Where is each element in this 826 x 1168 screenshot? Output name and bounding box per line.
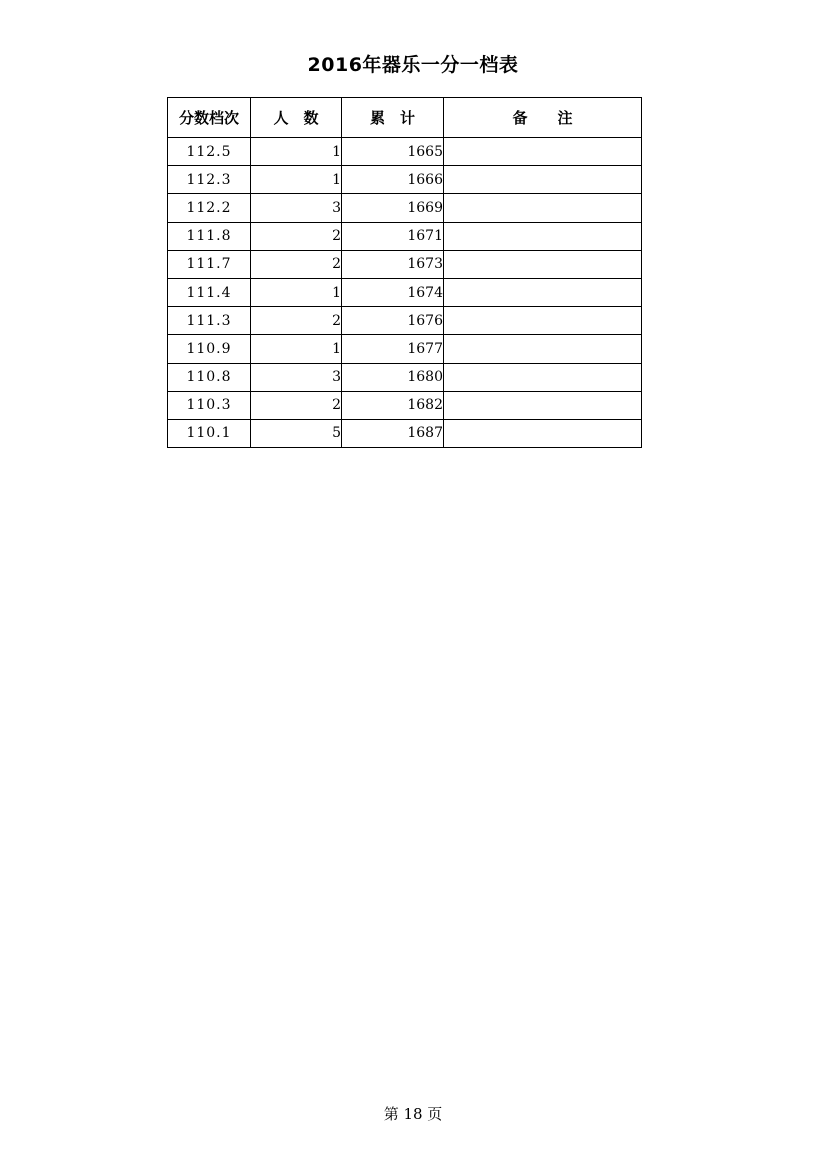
note-cell — [444, 419, 642, 447]
cumulative-cell: 1676 — [342, 307, 444, 335]
table-row — [168, 194, 642, 222]
note-cell — [444, 250, 642, 278]
cumulative-cell: 1687 — [342, 419, 444, 447]
score-cell: 111.7 — [168, 250, 251, 278]
score-cell: 111.4 — [168, 278, 251, 306]
header-row — [168, 98, 642, 138]
page-title: 2016年器乐一分一档表 — [307, 54, 519, 76]
table-header — [168, 98, 642, 138]
count-cell: 1 — [251, 335, 342, 363]
count-cell: 3 — [251, 363, 342, 391]
score-cell: 110.8 — [168, 363, 251, 391]
table-body — [168, 138, 642, 448]
note-cell — [444, 363, 642, 391]
count-cell: 2 — [251, 250, 342, 278]
note-cell — [444, 166, 642, 194]
header-count: 人 数 — [251, 98, 342, 138]
count-cell: 2 — [251, 391, 342, 419]
cumulative-cell: 1673 — [342, 250, 444, 278]
count-cell: 2 — [251, 307, 342, 335]
count-cell: 1 — [251, 166, 342, 194]
table-row — [168, 138, 642, 166]
table-row — [168, 419, 642, 447]
note-cell — [444, 194, 642, 222]
table-row — [168, 222, 642, 250]
table-row — [168, 250, 642, 278]
score-cell: 111.8 — [168, 222, 251, 250]
count-cell: 2 — [251, 222, 342, 250]
note-cell — [444, 307, 642, 335]
cumulative-cell: 1674 — [342, 278, 444, 306]
score-cell: 110.3 — [168, 391, 251, 419]
cumulative-cell: 1677 — [342, 335, 444, 363]
score-cell: 112.5 — [168, 138, 251, 166]
count-cell: 5 — [251, 419, 342, 447]
cumulative-cell: 1665 — [342, 138, 444, 166]
note-cell — [444, 391, 642, 419]
header-score-level: 分数档次 — [168, 98, 251, 138]
count-cell: 1 — [251, 278, 342, 306]
table-row — [168, 335, 642, 363]
cumulative-cell: 1669 — [342, 194, 444, 222]
table-row — [168, 278, 642, 306]
note-cell — [444, 138, 642, 166]
table-row — [168, 166, 642, 194]
header-notes: 备 注 — [444, 98, 642, 138]
page-number: 第 18 页 — [383, 1105, 443, 1123]
table-row — [168, 307, 642, 335]
count-cell: 3 — [251, 194, 342, 222]
table-row — [168, 391, 642, 419]
header-cumulative: 累 计 — [342, 98, 444, 138]
count-cell: 1 — [251, 138, 342, 166]
score-distribution-table — [167, 97, 642, 448]
score-cell: 110.1 — [168, 419, 251, 447]
cumulative-cell: 1680 — [342, 363, 444, 391]
note-cell — [444, 335, 642, 363]
score-cell: 112.3 — [168, 166, 251, 194]
cumulative-cell: 1671 — [342, 222, 444, 250]
score-cell: 112.2 — [168, 194, 251, 222]
cumulative-cell: 1682 — [342, 391, 444, 419]
cumulative-cell: 1666 — [342, 166, 444, 194]
table-row — [168, 363, 642, 391]
score-cell: 110.9 — [168, 335, 251, 363]
score-cell: 111.3 — [168, 307, 251, 335]
note-cell — [444, 278, 642, 306]
note-cell — [444, 222, 642, 250]
